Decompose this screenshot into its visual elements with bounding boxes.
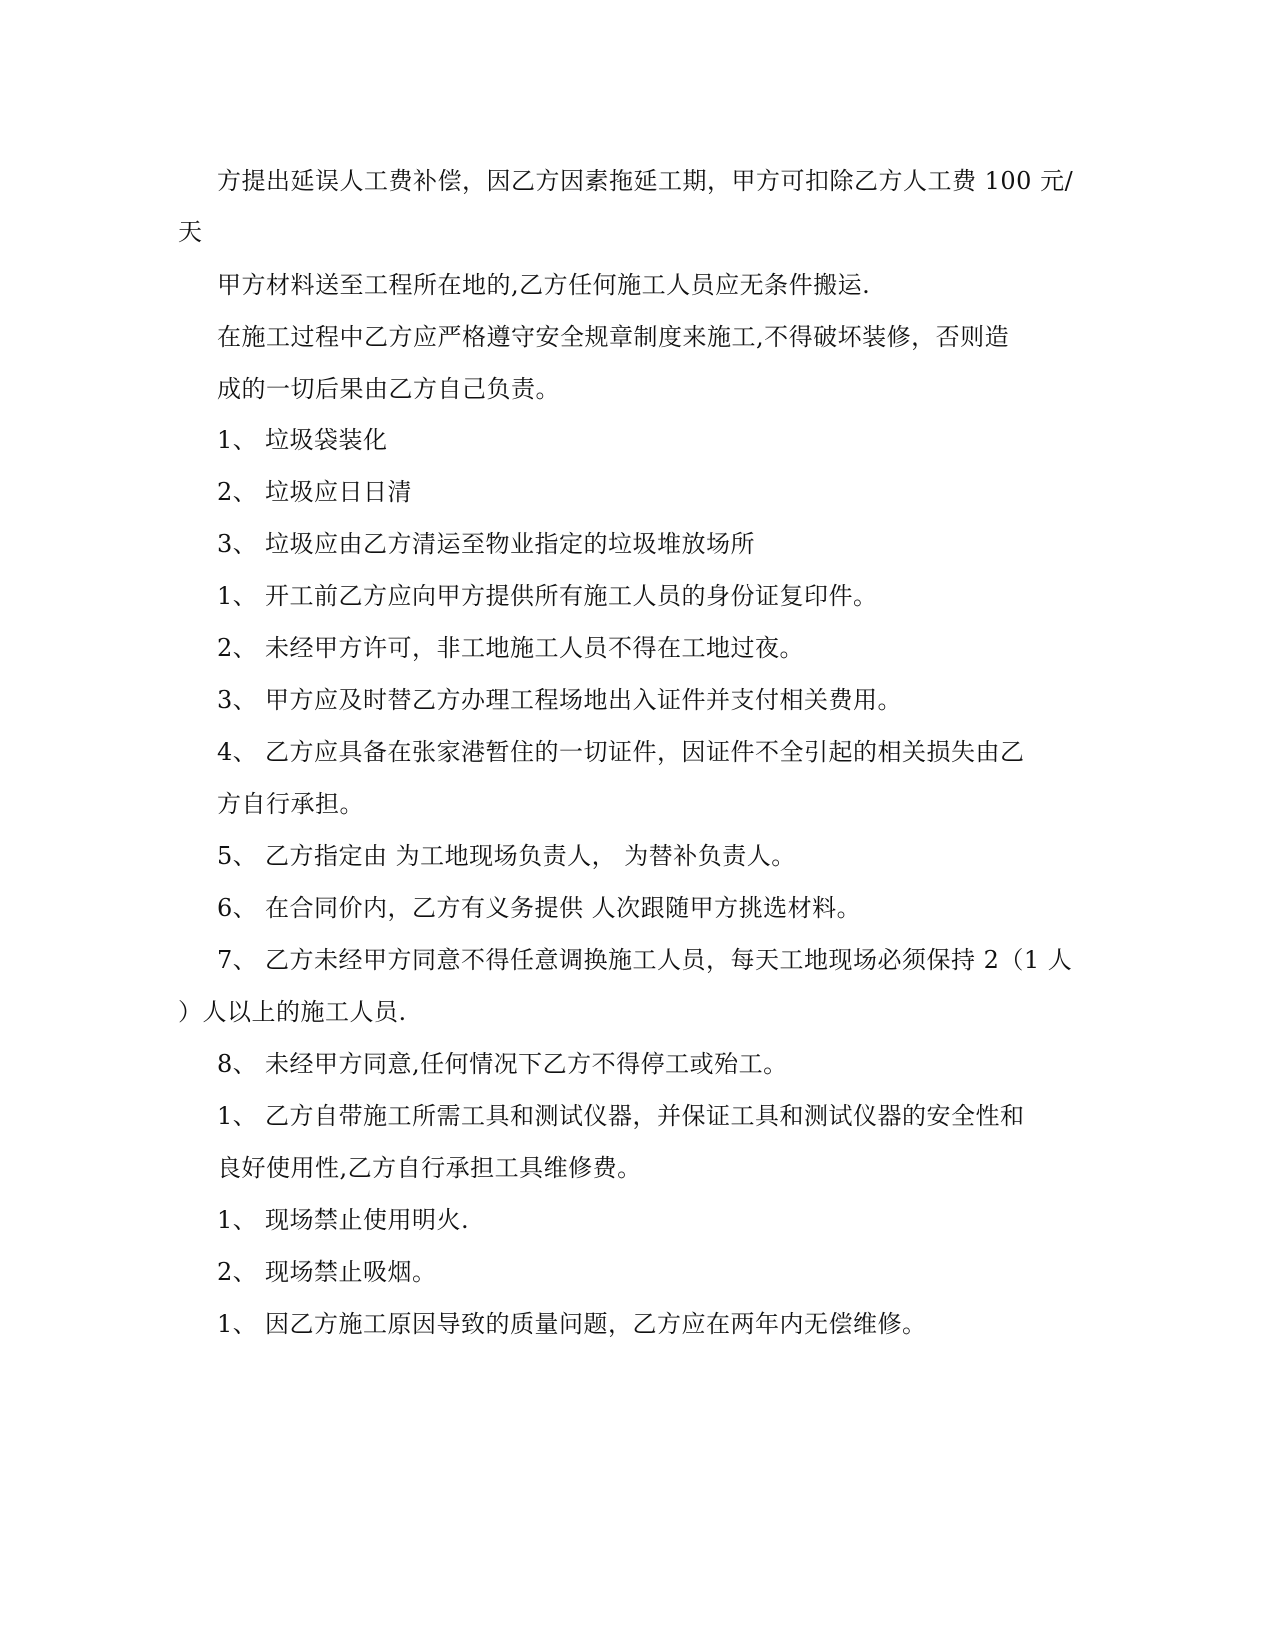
list-item: 1、 开工前乙方应向甲方提供所有施工人员的身份证复印件。 — [217, 582, 878, 610]
list-number: 8、 — [217, 1050, 258, 1078]
list-number: 1、 — [217, 582, 258, 610]
list-item: 5、 乙方指定由 为工地现场负责人， 为替补负责人。 — [217, 842, 796, 870]
list-number: 4、 — [217, 738, 258, 766]
list-item: 3、 甲方应及时替乙方办理工程场地出入证件并支付相关费用。 — [217, 686, 902, 714]
list-number: 3、 — [217, 686, 258, 714]
list-item: 2、 现场禁止吸烟。 — [217, 1258, 437, 1286]
paragraph-line: 甲方材料送至工程所在地的,乙方任何施工人员应无条件搬运. — [217, 271, 871, 299]
list-number: 5、 — [217, 842, 258, 870]
list-item: 4、 乙方应具备在张家港暂住的一切证件，因证件不全引起的相关损失由乙 — [217, 738, 1025, 766]
list-number: 1、 — [217, 426, 258, 454]
paragraph-line: 方提出延误人工费补偿，因乙方因素拖延工期，甲方可扣除乙方人工费 100 元/ — [217, 167, 1074, 195]
list-number: 1、 — [217, 1206, 258, 1234]
list-number: 1、 — [217, 1102, 258, 1130]
list-item: 8、 未经甲方同意,任何情况下乙方不得停工或殆工。 — [217, 1050, 788, 1078]
paragraph-line: 天 — [178, 218, 203, 246]
list-number: 1、 — [217, 1310, 258, 1338]
list-number: 2、 — [217, 634, 258, 662]
list-item: 1、 垃圾袋装化 — [217, 426, 388, 454]
list-item: 1、 因乙方施工原因导致的质量问题，乙方应在两年内无偿维修。 — [217, 1310, 927, 1338]
list-item: 1、 乙方自带施工所需工具和测试仪器，并保证工具和测试仪器的安全性和 — [217, 1102, 1025, 1130]
list-item: 3、 垃圾应由乙方清运至物业指定的垃圾堆放场所 — [217, 530, 755, 558]
list-number: 6、 — [217, 894, 258, 922]
list-item: 2、 垃圾应日日清 — [217, 478, 412, 506]
paragraph-line: 成的一切后果由乙方自己负责。 — [217, 375, 560, 403]
list-item: 7、 乙方未经甲方同意不得任意调换施工人员，每天工地现场必须保持 2（1 人 — [217, 946, 1073, 974]
list-number: 2、 — [217, 1258, 258, 1286]
list-item: 6、 在合同价内，乙方有义务提供 人次跟随甲方挑选材料。 — [217, 894, 862, 922]
list-item: 2、 未经甲方许可，非工地施工人员不得在工地过夜。 — [217, 634, 804, 662]
paragraph-line: ）人以上的施工人员. — [178, 998, 407, 1026]
paragraph-line: 在施工过程中乙方应严格遵守安全规章制度来施工,不得破坏装修，否则造 — [217, 323, 1010, 351]
paragraph-line: 良好使用性,乙方自行承担工具维修费。 — [217, 1154, 642, 1182]
paragraph-line: 方自行承担。 — [217, 790, 364, 818]
list-number: 3、 — [217, 530, 258, 558]
list-number: 7、 — [217, 946, 258, 974]
list-item: 1、 现场禁止使用明火. — [217, 1206, 470, 1234]
list-number: 2、 — [217, 478, 258, 506]
